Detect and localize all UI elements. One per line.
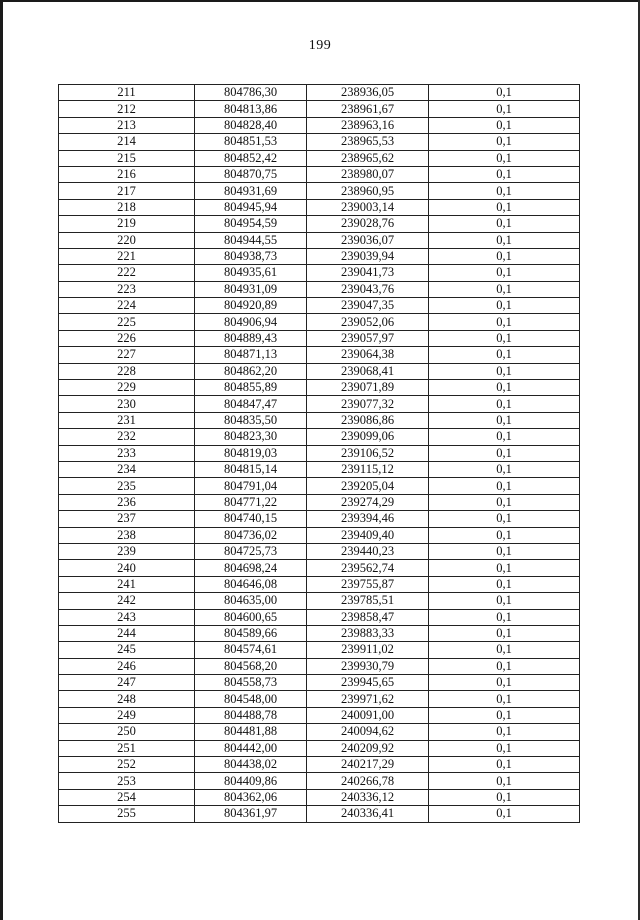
x-coordinate-cell: 804852,42 [195,150,307,166]
x-coordinate-cell: 804835,50 [195,412,307,428]
table-row [59,281,580,297]
point-number-cell: 255 [59,806,195,822]
point-number-cell: 225 [59,314,195,330]
x-coordinate-cell: 804906,94 [195,314,307,330]
table-row [59,511,580,527]
table-row [59,445,580,461]
table-row [59,461,580,477]
y-coordinate-cell: 240336,41 [307,806,429,822]
page-number: 199 [308,38,332,53]
scan-edge-top [0,0,640,2]
y-coordinate-cell: 239086,86 [307,412,429,428]
accuracy-cell: 0,1 [429,330,580,346]
y-coordinate-cell: 239041,73 [307,265,429,281]
point-number-cell: 236 [59,494,195,510]
table-row [59,216,580,232]
y-coordinate-cell: 238936,05 [307,85,429,101]
table-row [59,85,580,101]
accuracy-cell: 0,1 [429,560,580,576]
y-coordinate-cell: 238965,53 [307,134,429,150]
point-number-cell: 243 [59,609,195,625]
y-coordinate-cell: 240217,29 [307,757,429,773]
table-row [59,298,580,314]
y-coordinate-cell: 239785,51 [307,593,429,609]
accuracy-cell: 0,1 [429,576,580,592]
y-coordinate-cell: 239409,40 [307,527,429,543]
point-number-cell: 216 [59,166,195,182]
point-number-cell: 235 [59,478,195,494]
y-coordinate-cell: 239071,89 [307,380,429,396]
point-number-cell: 227 [59,347,195,363]
y-coordinate-cell: 239028,76 [307,216,429,232]
y-coordinate-cell: 240091,00 [307,707,429,723]
x-coordinate-cell: 804488,78 [195,707,307,723]
x-coordinate-cell: 804851,53 [195,134,307,150]
x-coordinate-cell: 804935,61 [195,265,307,281]
accuracy-cell: 0,1 [429,363,580,379]
y-coordinate-cell: 239274,29 [307,494,429,510]
scan-edge-left [0,0,3,920]
x-coordinate-cell: 804362,06 [195,789,307,805]
accuracy-cell: 0,1 [429,527,580,543]
accuracy-cell: 0,1 [429,773,580,789]
accuracy-cell: 0,1 [429,789,580,805]
accuracy-cell: 0,1 [429,166,580,182]
table-row [59,380,580,396]
y-coordinate-cell: 238980,07 [307,166,429,182]
accuracy-cell: 0,1 [429,494,580,510]
point-number-cell: 238 [59,527,195,543]
coordinates-table [58,84,580,823]
table-row [59,134,580,150]
accuracy-cell: 0,1 [429,134,580,150]
table-row [59,232,580,248]
x-coordinate-cell: 804568,20 [195,658,307,674]
point-number-cell: 241 [59,576,195,592]
y-coordinate-cell: 238965,62 [307,150,429,166]
table-row [59,150,580,166]
y-coordinate-cell: 239945,65 [307,675,429,691]
point-number-cell: 244 [59,625,195,641]
point-number-cell: 254 [59,789,195,805]
point-number-cell: 240 [59,560,195,576]
table-row [59,757,580,773]
x-coordinate-cell: 804558,73 [195,675,307,691]
y-coordinate-cell: 239394,46 [307,511,429,527]
table-row [59,625,580,641]
y-coordinate-cell: 239043,76 [307,281,429,297]
accuracy-cell: 0,1 [429,216,580,232]
table-row [59,724,580,740]
x-coordinate-cell: 804409,86 [195,773,307,789]
x-coordinate-cell: 804698,24 [195,560,307,576]
accuracy-cell: 0,1 [429,412,580,428]
point-number-cell: 218 [59,199,195,215]
x-coordinate-cell: 804771,22 [195,494,307,510]
y-coordinate-cell: 239077,32 [307,396,429,412]
accuracy-cell: 0,1 [429,314,580,330]
point-number-cell: 251 [59,740,195,756]
x-coordinate-cell: 804819,03 [195,445,307,461]
table-row [59,494,580,510]
accuracy-cell: 0,1 [429,675,580,691]
x-coordinate-cell: 804823,30 [195,429,307,445]
table-row [59,740,580,756]
x-coordinate-cell: 804725,73 [195,543,307,559]
y-coordinate-cell: 239106,52 [307,445,429,461]
point-number-cell: 214 [59,134,195,150]
accuracy-cell: 0,1 [429,150,580,166]
table-row [59,789,580,805]
point-number-cell: 220 [59,232,195,248]
y-coordinate-cell: 239971,62 [307,691,429,707]
table-row [59,576,580,592]
table-row [59,429,580,445]
x-coordinate-cell: 804442,00 [195,740,307,756]
y-coordinate-cell: 239057,97 [307,330,429,346]
accuracy-cell: 0,1 [429,199,580,215]
point-number-cell: 245 [59,642,195,658]
table-row [59,609,580,625]
point-number-cell: 249 [59,707,195,723]
y-coordinate-cell: 239930,79 [307,658,429,674]
point-number-cell: 230 [59,396,195,412]
accuracy-cell: 0,1 [429,380,580,396]
table-row [59,806,580,822]
y-coordinate-cell: 240209,92 [307,740,429,756]
y-coordinate-cell: 239883,33 [307,625,429,641]
point-number-cell: 239 [59,543,195,559]
y-coordinate-cell: 239039,94 [307,248,429,264]
accuracy-cell: 0,1 [429,740,580,756]
table-row [59,412,580,428]
x-coordinate-cell: 804786,30 [195,85,307,101]
point-number-cell: 215 [59,150,195,166]
point-number-cell: 246 [59,658,195,674]
x-coordinate-cell: 804361,97 [195,806,307,822]
accuracy-cell: 0,1 [429,707,580,723]
accuracy-cell: 0,1 [429,85,580,101]
x-coordinate-cell: 804954,59 [195,216,307,232]
point-number-cell: 248 [59,691,195,707]
x-coordinate-cell: 804635,00 [195,593,307,609]
accuracy-cell: 0,1 [429,232,580,248]
table-row [59,691,580,707]
table-row [59,560,580,576]
x-coordinate-cell: 804548,00 [195,691,307,707]
table-row [59,396,580,412]
point-number-cell: 234 [59,461,195,477]
accuracy-cell: 0,1 [429,511,580,527]
y-coordinate-cell: 238960,95 [307,183,429,199]
accuracy-cell: 0,1 [429,691,580,707]
y-coordinate-cell: 239440,23 [307,543,429,559]
table-row [59,183,580,199]
point-number-cell: 231 [59,412,195,428]
x-coordinate-cell: 804736,02 [195,527,307,543]
y-coordinate-cell: 239036,07 [307,232,429,248]
accuracy-cell: 0,1 [429,461,580,477]
point-number-cell: 228 [59,363,195,379]
x-coordinate-cell: 804791,04 [195,478,307,494]
y-coordinate-cell: 239562,74 [307,560,429,576]
point-number-cell: 226 [59,330,195,346]
y-coordinate-cell: 239047,35 [307,298,429,314]
x-coordinate-cell: 804855,89 [195,380,307,396]
point-number-cell: 223 [59,281,195,297]
point-number-cell: 224 [59,298,195,314]
table-row [59,166,580,182]
y-coordinate-cell: 239052,06 [307,314,429,330]
point-number-cell: 211 [59,85,195,101]
x-coordinate-cell: 804870,75 [195,166,307,182]
accuracy-cell: 0,1 [429,724,580,740]
point-number-cell: 237 [59,511,195,527]
accuracy-cell: 0,1 [429,543,580,559]
x-coordinate-cell: 804847,47 [195,396,307,412]
x-coordinate-cell: 804889,43 [195,330,307,346]
x-coordinate-cell: 804646,08 [195,576,307,592]
accuracy-cell: 0,1 [429,445,580,461]
y-coordinate-cell: 239911,02 [307,642,429,658]
x-coordinate-cell: 804589,66 [195,625,307,641]
y-coordinate-cell: 239205,04 [307,478,429,494]
accuracy-cell: 0,1 [429,117,580,133]
x-coordinate-cell: 804813,86 [195,101,307,117]
point-number-cell: 213 [59,117,195,133]
x-coordinate-cell: 804920,89 [195,298,307,314]
table-row [59,658,580,674]
x-coordinate-cell: 804815,14 [195,461,307,477]
accuracy-cell: 0,1 [429,347,580,363]
x-coordinate-cell: 804871,13 [195,347,307,363]
accuracy-cell: 0,1 [429,625,580,641]
accuracy-cell: 0,1 [429,429,580,445]
table-row [59,101,580,117]
y-coordinate-cell: 239068,41 [307,363,429,379]
point-number-cell: 252 [59,757,195,773]
x-coordinate-cell: 804931,09 [195,281,307,297]
accuracy-cell: 0,1 [429,642,580,658]
y-coordinate-cell: 240266,78 [307,773,429,789]
accuracy-cell: 0,1 [429,609,580,625]
accuracy-cell: 0,1 [429,298,580,314]
accuracy-cell: 0,1 [429,757,580,773]
table-row [59,527,580,543]
table-row [59,773,580,789]
y-coordinate-cell: 239755,87 [307,576,429,592]
point-number-cell: 222 [59,265,195,281]
point-number-cell: 247 [59,675,195,691]
table-row [59,248,580,264]
accuracy-cell: 0,1 [429,248,580,264]
x-coordinate-cell: 804938,73 [195,248,307,264]
point-number-cell: 250 [59,724,195,740]
table-row [59,117,580,133]
table-row [59,330,580,346]
point-number-cell: 253 [59,773,195,789]
x-coordinate-cell: 804945,94 [195,199,307,215]
accuracy-cell: 0,1 [429,101,580,117]
x-coordinate-cell: 804600,65 [195,609,307,625]
y-coordinate-cell: 238961,67 [307,101,429,117]
table-row [59,642,580,658]
table-row [59,265,580,281]
y-coordinate-cell: 239858,47 [307,609,429,625]
x-coordinate-cell: 804862,20 [195,363,307,379]
accuracy-cell: 0,1 [429,478,580,494]
point-number-cell: 233 [59,445,195,461]
point-number-cell: 229 [59,380,195,396]
accuracy-cell: 0,1 [429,593,580,609]
y-coordinate-cell: 239064,38 [307,347,429,363]
x-coordinate-cell: 804931,69 [195,183,307,199]
table-row [59,593,580,609]
point-number-cell: 232 [59,429,195,445]
accuracy-cell: 0,1 [429,658,580,674]
y-coordinate-cell: 240094,62 [307,724,429,740]
table-row [59,363,580,379]
x-coordinate-cell: 804828,40 [195,117,307,133]
x-coordinate-cell: 804574,61 [195,642,307,658]
point-number-cell: 219 [59,216,195,232]
point-number-cell: 242 [59,593,195,609]
accuracy-cell: 0,1 [429,265,580,281]
y-coordinate-cell: 240336,12 [307,789,429,805]
coordinates-table-body [59,85,580,823]
y-coordinate-cell: 239099,06 [307,429,429,445]
table-row [59,478,580,494]
accuracy-cell: 0,1 [429,806,580,822]
x-coordinate-cell: 804740,15 [195,511,307,527]
table-row [59,543,580,559]
accuracy-cell: 0,1 [429,281,580,297]
table-row [59,347,580,363]
table-row [59,314,580,330]
x-coordinate-cell: 804944,55 [195,232,307,248]
table-row [59,675,580,691]
y-coordinate-cell: 238963,16 [307,117,429,133]
point-number-cell: 212 [59,101,195,117]
x-coordinate-cell: 804481,88 [195,724,307,740]
table-row [59,707,580,723]
y-coordinate-cell: 239115,12 [307,461,429,477]
table-row [59,199,580,215]
x-coordinate-cell: 804438,02 [195,757,307,773]
point-number-cell: 217 [59,183,195,199]
accuracy-cell: 0,1 [429,396,580,412]
point-number-cell: 221 [59,248,195,264]
accuracy-cell: 0,1 [429,183,580,199]
y-coordinate-cell: 239003,14 [307,199,429,215]
